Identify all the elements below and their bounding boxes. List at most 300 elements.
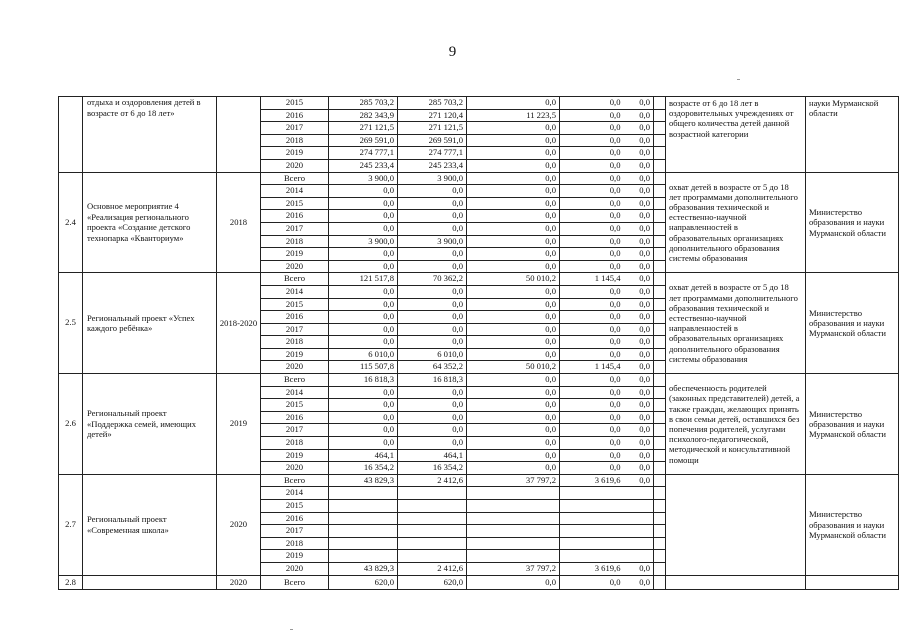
local-budget-cell: 0,0 xyxy=(560,222,624,235)
section-number: 2.4 xyxy=(59,172,83,273)
regional-budget-cell: 64 352,2 xyxy=(398,361,467,374)
local-budget-cell: 0,0 xyxy=(560,424,624,437)
federal-budget-cell xyxy=(467,525,560,538)
section-number: 2.7 xyxy=(59,474,83,575)
other-sources-cell: 0,0 xyxy=(624,437,654,450)
spacer-cell xyxy=(654,474,666,487)
federal-budget-cell xyxy=(467,537,560,550)
local-budget-cell: 0,0 xyxy=(560,298,624,311)
regional-budget-cell: 16 818,3 xyxy=(398,374,467,387)
local-budget-cell: 0,0 xyxy=(560,260,624,273)
local-budget-cell: 0,0 xyxy=(560,197,624,210)
total-cell: 0,0 xyxy=(329,260,398,273)
federal-budget-cell: 50 010,2 xyxy=(467,273,560,286)
federal-budget-cell: 0,0 xyxy=(467,172,560,185)
spacer-cell xyxy=(654,222,666,235)
total-cell: 0,0 xyxy=(329,336,398,349)
table-row xyxy=(59,575,899,590)
total-cell: 0,0 xyxy=(329,437,398,450)
section-period: 2019 xyxy=(217,374,261,475)
local-budget-cell: 0,0 xyxy=(560,285,624,298)
regional-budget-cell: 6 010,0 xyxy=(398,348,467,361)
local-budget-cell: 0,0 xyxy=(560,374,624,387)
local-budget-cell: 0,0 xyxy=(560,411,624,424)
local-budget-cell: 0,0 xyxy=(560,348,624,361)
executor-cell: Министерство образования и науки Мурманской области xyxy=(806,474,899,575)
federal-budget-cell: 0,0 xyxy=(467,197,560,210)
regional-budget-cell: 0,0 xyxy=(398,210,467,223)
federal-budget-cell xyxy=(467,500,560,513)
total-cell: 6 010,0 xyxy=(329,348,398,361)
other-sources-cell: 0,0 xyxy=(624,386,654,399)
spacer-cell xyxy=(654,537,666,550)
other-sources-cell: 0,0 xyxy=(624,185,654,198)
other-sources-cell: 0,0 xyxy=(624,298,654,311)
local-budget-cell: 0,0 xyxy=(560,437,624,450)
other-sources-cell: 0,0 xyxy=(624,273,654,286)
year-cell: 2015 xyxy=(261,500,329,513)
local-budget-cell: 0,0 xyxy=(560,399,624,412)
year-cell: 2015 xyxy=(261,399,329,412)
year-cell: Всего xyxy=(261,374,329,387)
year-cell: 2017 xyxy=(261,323,329,336)
year-cell: 2016 xyxy=(261,311,329,324)
other-sources-cell: 0,0 xyxy=(624,109,654,122)
year-cell: 2017 xyxy=(261,122,329,135)
other-sources-cell: 0,0 xyxy=(624,285,654,298)
regional-budget-cell: 0,0 xyxy=(398,197,467,210)
spacer-cell xyxy=(654,575,666,590)
spacer-cell xyxy=(654,185,666,198)
year-cell: 2016 xyxy=(261,512,329,525)
total-cell: 3 900,0 xyxy=(329,172,398,185)
spacer-cell xyxy=(654,462,666,475)
page-number: 9 xyxy=(448,44,457,60)
year-cell: 2014 xyxy=(261,285,329,298)
local-budget-cell: 0,0 xyxy=(560,134,624,147)
spacer-cell xyxy=(654,159,666,172)
federal-budget-cell: 0,0 xyxy=(467,311,560,324)
other-sources-cell: 0,0 xyxy=(624,122,654,135)
local-budget-cell: 0,0 xyxy=(560,185,624,198)
federal-budget-cell: 0,0 xyxy=(467,449,560,462)
regional-budget-cell xyxy=(398,487,467,500)
indicator-cell: возрасте от 6 до 18 лет в оздоровительных учреждениях от общего количества детей данной возрастной категории xyxy=(666,97,806,173)
local-budget-cell: 0,0 xyxy=(560,336,624,349)
section-period: 2020 xyxy=(217,474,261,575)
year-cell: 2015 xyxy=(261,298,329,311)
other-sources-cell: 0,0 xyxy=(624,361,654,374)
other-sources-cell xyxy=(624,500,654,513)
regional-budget-cell xyxy=(398,537,467,550)
year-cell: Всего xyxy=(261,575,329,590)
regional-budget-cell: 464,1 xyxy=(398,449,467,462)
federal-budget-cell: 0,0 xyxy=(467,323,560,336)
federal-budget-cell: 37 797,2 xyxy=(467,562,560,575)
section-number xyxy=(59,97,83,173)
regional-budget-cell: 0,0 xyxy=(398,386,467,399)
section-name: Основное мероприятие 4 «Реализация регионального проекта «Создание детского технопарка «Кванториум» xyxy=(83,172,217,273)
section-number: 2.6 xyxy=(59,374,83,475)
regional-budget-cell: 620,0 xyxy=(398,575,467,590)
spacer-cell xyxy=(654,235,666,248)
spacer-cell xyxy=(654,361,666,374)
local-budget-cell: 0,0 xyxy=(560,147,624,160)
year-cell: 2015 xyxy=(261,197,329,210)
spacer-cell xyxy=(654,147,666,160)
year-cell: 2015 xyxy=(261,97,329,110)
spacer-cell xyxy=(654,348,666,361)
regional-budget-cell: 0,0 xyxy=(398,298,467,311)
local-budget-cell xyxy=(560,525,624,538)
spacer-cell xyxy=(654,487,666,500)
total-cell: 285 703,2 xyxy=(329,97,398,110)
regional-budget-cell: 0,0 xyxy=(398,399,467,412)
section-period: 2020 xyxy=(217,575,261,590)
spacer-cell xyxy=(654,97,666,110)
section-period xyxy=(217,97,261,173)
total-cell: 271 121,5 xyxy=(329,122,398,135)
regional-budget-cell: 0,0 xyxy=(398,336,467,349)
spacer-cell xyxy=(654,374,666,387)
regional-budget-cell: 0,0 xyxy=(398,248,467,261)
indicator-cell xyxy=(666,474,806,575)
year-cell: 2016 xyxy=(261,210,329,223)
federal-budget-cell: 50 010,2 xyxy=(467,361,560,374)
spacer-cell xyxy=(654,260,666,273)
federal-budget-cell: 0,0 xyxy=(467,575,560,590)
year-cell: 2018 xyxy=(261,235,329,248)
spacer-cell xyxy=(654,311,666,324)
indicator-cell: охват детей в возрасте от 5 до 18 лет программами дополнительного образования технической и естественно-научной направленностей в образовательных организациях дополнительного образования системы образования xyxy=(666,172,806,273)
total-cell: 245 233,4 xyxy=(329,159,398,172)
spacer-cell xyxy=(654,197,666,210)
regional-budget-cell: 245 233,4 xyxy=(398,159,467,172)
federal-budget-cell: 37 797,2 xyxy=(467,474,560,487)
spacer-cell xyxy=(654,336,666,349)
local-budget-cell: 0,0 xyxy=(560,386,624,399)
table-row xyxy=(59,97,899,110)
total-cell: 0,0 xyxy=(329,285,398,298)
local-budget-cell: 0,0 xyxy=(560,449,624,462)
local-budget-cell: 0,0 xyxy=(560,575,624,590)
federal-budget-cell: 0,0 xyxy=(467,185,560,198)
year-cell: 2020 xyxy=(261,562,329,575)
executor-cell: науки Мурманской области xyxy=(806,97,899,173)
spacer-cell xyxy=(654,273,666,286)
year-cell: 2016 xyxy=(261,109,329,122)
federal-budget-cell xyxy=(467,512,560,525)
other-sources-cell: 0,0 xyxy=(624,172,654,185)
other-sources-cell: 0,0 xyxy=(624,336,654,349)
section-name: Региональный проект «Успех каждого ребёнка» xyxy=(83,273,217,374)
budget-table xyxy=(58,96,899,590)
total-cell: 0,0 xyxy=(329,248,398,261)
federal-budget-cell: 0,0 xyxy=(467,147,560,160)
year-cell: 2019 xyxy=(261,449,329,462)
total-cell: 0,0 xyxy=(329,197,398,210)
total-cell: 0,0 xyxy=(329,323,398,336)
regional-budget-cell: 16 354,2 xyxy=(398,462,467,475)
section-number: 2.5 xyxy=(59,273,83,374)
executor-cell xyxy=(806,575,899,590)
other-sources-cell: 0,0 xyxy=(624,462,654,475)
year-cell: Всего xyxy=(261,172,329,185)
spacer-cell xyxy=(654,323,666,336)
spacer-cell xyxy=(654,298,666,311)
year-cell: 2020 xyxy=(261,361,329,374)
other-sources-cell: 0,0 xyxy=(624,575,654,590)
local-budget-cell: 3 619,6 xyxy=(560,562,624,575)
other-sources-cell xyxy=(624,512,654,525)
section-number: 2.8 xyxy=(59,575,83,590)
total-cell: 274 777,1 xyxy=(329,147,398,160)
other-sources-cell xyxy=(624,525,654,538)
scan-mark xyxy=(290,629,293,630)
year-cell: 2014 xyxy=(261,386,329,399)
executor-cell: Министерство образования и науки Мурманской области xyxy=(806,374,899,475)
regional-budget-cell xyxy=(398,512,467,525)
other-sources-cell: 0,0 xyxy=(624,411,654,424)
other-sources-cell: 0,0 xyxy=(624,147,654,160)
year-cell: 2017 xyxy=(261,525,329,538)
local-budget-cell: 0,0 xyxy=(560,97,624,110)
federal-budget-cell: 11 223,5 xyxy=(467,109,560,122)
regional-budget-cell: 0,0 xyxy=(398,311,467,324)
local-budget-cell xyxy=(560,487,624,500)
table-row xyxy=(59,273,899,286)
other-sources-cell: 0,0 xyxy=(624,311,654,324)
year-cell: 2020 xyxy=(261,159,329,172)
other-sources-cell: 0,0 xyxy=(624,222,654,235)
table-row xyxy=(59,374,899,387)
total-cell: 282 343,9 xyxy=(329,109,398,122)
regional-budget-cell: 0,0 xyxy=(398,260,467,273)
regional-budget-cell: 285 703,2 xyxy=(398,97,467,110)
federal-budget-cell: 0,0 xyxy=(467,374,560,387)
indicator-cell: охват детей в возрасте от 5 до 18 лет программами дополнительного образования технической и естественно-научной направленностей в образовательных организациях дополнительного образования системы образования xyxy=(666,273,806,374)
total-cell xyxy=(329,512,398,525)
spacer-cell xyxy=(654,562,666,575)
federal-budget-cell: 0,0 xyxy=(467,134,560,147)
section-period: 2018-2020 xyxy=(217,273,261,374)
spacer-cell xyxy=(654,525,666,538)
spacer-cell xyxy=(654,172,666,185)
total-cell xyxy=(329,487,398,500)
scan-mark xyxy=(737,79,740,80)
local-budget-cell: 0,0 xyxy=(560,159,624,172)
federal-budget-cell: 0,0 xyxy=(467,260,560,273)
federal-budget-cell: 0,0 xyxy=(467,159,560,172)
spacer-cell xyxy=(654,210,666,223)
spacer-cell xyxy=(654,550,666,563)
local-budget-cell: 0,0 xyxy=(560,235,624,248)
total-cell: 0,0 xyxy=(329,222,398,235)
total-cell: 0,0 xyxy=(329,298,398,311)
federal-budget-cell: 0,0 xyxy=(467,336,560,349)
federal-budget-cell: 0,0 xyxy=(467,97,560,110)
spacer-cell xyxy=(654,424,666,437)
total-cell: 16 354,2 xyxy=(329,462,398,475)
regional-budget-cell xyxy=(398,500,467,513)
section-name: Региональный проект «Современная школа» xyxy=(83,474,217,575)
regional-budget-cell: 2 412,6 xyxy=(398,474,467,487)
other-sources-cell: 0,0 xyxy=(624,97,654,110)
regional-budget-cell: 0,0 xyxy=(398,437,467,450)
other-sources-cell: 0,0 xyxy=(624,260,654,273)
federal-budget-cell: 0,0 xyxy=(467,248,560,261)
federal-budget-cell: 0,0 xyxy=(467,462,560,475)
other-sources-cell: 0,0 xyxy=(624,399,654,412)
total-cell: 620,0 xyxy=(329,575,398,590)
federal-budget-cell: 0,0 xyxy=(467,399,560,412)
federal-budget-cell xyxy=(467,550,560,563)
other-sources-cell: 0,0 xyxy=(624,424,654,437)
federal-budget-cell: 0,0 xyxy=(467,298,560,311)
other-sources-cell: 0,0 xyxy=(624,210,654,223)
year-cell: 2019 xyxy=(261,348,329,361)
federal-budget-cell: 0,0 xyxy=(467,411,560,424)
total-cell xyxy=(329,525,398,538)
spacer-cell xyxy=(654,399,666,412)
spacer-cell xyxy=(654,109,666,122)
total-cell: 0,0 xyxy=(329,311,398,324)
local-budget-cell: 1 145,4 xyxy=(560,361,624,374)
local-budget-cell xyxy=(560,512,624,525)
total-cell: 16 818,3 xyxy=(329,374,398,387)
spacer-cell xyxy=(654,122,666,135)
other-sources-cell: 0,0 xyxy=(624,562,654,575)
other-sources-cell: 0,0 xyxy=(624,159,654,172)
spacer-cell xyxy=(654,437,666,450)
local-budget-cell xyxy=(560,537,624,550)
table-row xyxy=(59,474,899,487)
federal-budget-cell: 0,0 xyxy=(467,437,560,450)
spacer-cell xyxy=(654,285,666,298)
other-sources-cell: 0,0 xyxy=(624,474,654,487)
federal-budget-cell: 0,0 xyxy=(467,386,560,399)
local-budget-cell: 3 619,6 xyxy=(560,474,624,487)
regional-budget-cell: 3 900,0 xyxy=(398,172,467,185)
total-cell: 3 900,0 xyxy=(329,235,398,248)
regional-budget-cell: 0,0 xyxy=(398,222,467,235)
regional-budget-cell: 0,0 xyxy=(398,285,467,298)
table-row xyxy=(59,172,899,185)
total-cell: 121 517,8 xyxy=(329,273,398,286)
year-cell: 2020 xyxy=(261,260,329,273)
local-budget-cell: 0,0 xyxy=(560,248,624,261)
year-cell: 2018 xyxy=(261,134,329,147)
total-cell xyxy=(329,537,398,550)
year-cell: 2014 xyxy=(261,487,329,500)
federal-budget-cell: 0,0 xyxy=(467,210,560,223)
regional-budget-cell: 271 120,4 xyxy=(398,109,467,122)
executor-cell: Министерство образования и науки Мурманской области xyxy=(806,273,899,374)
total-cell xyxy=(329,500,398,513)
federal-budget-cell: 0,0 xyxy=(467,235,560,248)
spacer-cell xyxy=(654,248,666,261)
local-budget-cell: 0,0 xyxy=(560,210,624,223)
section-name: Региональный проект «Поддержка семей, имеющих детей» xyxy=(83,374,217,475)
other-sources-cell: 0,0 xyxy=(624,235,654,248)
total-cell: 464,1 xyxy=(329,449,398,462)
indicator-cell xyxy=(666,575,806,590)
other-sources-cell: 0,0 xyxy=(624,134,654,147)
total-cell: 0,0 xyxy=(329,411,398,424)
local-budget-cell: 1 145,4 xyxy=(560,273,624,286)
year-cell: 2018 xyxy=(261,437,329,450)
year-cell: 2017 xyxy=(261,222,329,235)
section-name xyxy=(83,575,217,590)
other-sources-cell: 0,0 xyxy=(624,323,654,336)
total-cell: 43 829,3 xyxy=(329,474,398,487)
spacer-cell xyxy=(654,134,666,147)
year-cell: 2019 xyxy=(261,147,329,160)
local-budget-cell: 0,0 xyxy=(560,462,624,475)
total-cell: 115 507,8 xyxy=(329,361,398,374)
federal-budget-cell: 0,0 xyxy=(467,424,560,437)
regional-budget-cell: 269 591,0 xyxy=(398,134,467,147)
local-budget-cell xyxy=(560,550,624,563)
total-cell: 43 829,3 xyxy=(329,562,398,575)
year-cell: 2017 xyxy=(261,424,329,437)
regional-budget-cell: 0,0 xyxy=(398,411,467,424)
total-cell: 269 591,0 xyxy=(329,134,398,147)
other-sources-cell: 0,0 xyxy=(624,374,654,387)
regional-budget-cell: 2 412,6 xyxy=(398,562,467,575)
local-budget-cell: 0,0 xyxy=(560,109,624,122)
spacer-cell xyxy=(654,411,666,424)
year-cell: 2018 xyxy=(261,336,329,349)
year-cell: 2019 xyxy=(261,248,329,261)
local-budget-cell: 0,0 xyxy=(560,323,624,336)
regional-budget-cell: 0,0 xyxy=(398,323,467,336)
section-period: 2018 xyxy=(217,172,261,273)
federal-budget-cell: 0,0 xyxy=(467,122,560,135)
total-cell: 0,0 xyxy=(329,399,398,412)
other-sources-cell: 0,0 xyxy=(624,348,654,361)
regional-budget-cell: 274 777,1 xyxy=(398,147,467,160)
indicator-cell: обеспеченность родителей (законных представителей) детей, а также граждан, желающих принять в свои семьи детей, оставшихся без попечения родителей, услугами психолого-педагогической, методической и консультативной помощи xyxy=(666,374,806,475)
year-cell: Всего xyxy=(261,273,329,286)
year-cell: 2020 xyxy=(261,462,329,475)
federal-budget-cell: 0,0 xyxy=(467,348,560,361)
local-budget-cell: 0,0 xyxy=(560,311,624,324)
regional-budget-cell: 0,0 xyxy=(398,185,467,198)
regional-budget-cell xyxy=(398,525,467,538)
year-cell: 2018 xyxy=(261,537,329,550)
spacer-cell xyxy=(654,386,666,399)
year-cell: Всего xyxy=(261,474,329,487)
other-sources-cell xyxy=(624,487,654,500)
regional-budget-cell: 3 900,0 xyxy=(398,235,467,248)
spacer-cell xyxy=(654,449,666,462)
year-cell: 2014 xyxy=(261,185,329,198)
spacer-cell xyxy=(654,500,666,513)
year-cell: 2019 xyxy=(261,550,329,563)
other-sources-cell: 0,0 xyxy=(624,248,654,261)
other-sources-cell: 0,0 xyxy=(624,449,654,462)
regional-budget-cell: 0,0 xyxy=(398,424,467,437)
executor-cell: Министерство образования и науки Мурманской области xyxy=(806,172,899,273)
year-cell: 2016 xyxy=(261,411,329,424)
total-cell xyxy=(329,550,398,563)
local-budget-cell xyxy=(560,500,624,513)
other-sources-cell xyxy=(624,550,654,563)
federal-budget-cell: 0,0 xyxy=(467,222,560,235)
local-budget-cell: 0,0 xyxy=(560,172,624,185)
regional-budget-cell: 271 121,5 xyxy=(398,122,467,135)
